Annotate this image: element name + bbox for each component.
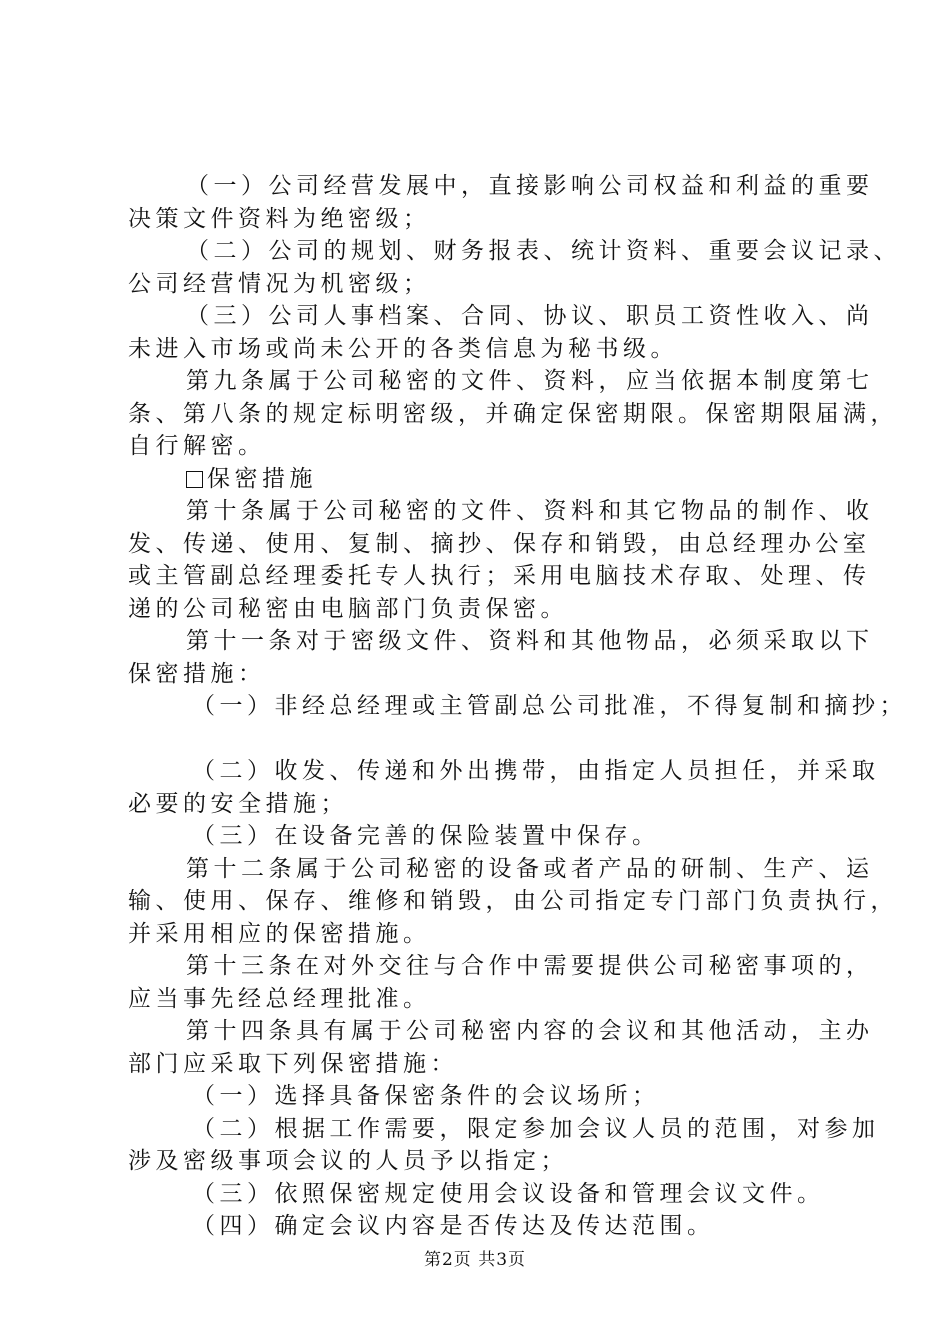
text-line: 第十一条对于密级文件、资料和其他物品，必须采取以下 (186, 628, 874, 654)
text-line: 未进入市场或尚未公开的各类信息为秘书级。 (128, 335, 678, 362)
blank-line (128, 723, 840, 756)
text-line: （二）根据工作需要，限定参加会议人员的范围，对参加 (192, 1115, 880, 1142)
text-line: 部门应采取下列保密措施： (128, 1050, 458, 1077)
text-line: 自行解密。 (128, 433, 266, 459)
text-line: 输、使用、保存、维修和销毁，由公司指定专门部门负责执行， (128, 888, 898, 914)
text-line: （二）公司的规划、财务报表、统计资料、重要会议记录、 (186, 238, 901, 264)
text-line: 第十四条具有属于公司秘密内容的会议和其他活动，主办 (186, 1018, 874, 1044)
text-line: （三）公司人事档案、合同、协议、职员工资性收入、尚 (186, 303, 874, 329)
text-line: 第十条属于公司秘密的文件、资料和其它物品的制作、收 (186, 498, 874, 524)
text-line: （三）依照保密规定使用会议设备和管理会议文件。 (192, 1180, 825, 1207)
page-footer (0, 1245, 950, 1270)
text-line: 涉及密级事项会议的人员予以指定； (128, 1148, 568, 1174)
text-line: （一）公司经营发展中，直接影响公司权益和利益的重要 (186, 173, 874, 199)
text-line: 第十三条在对外交往与合作中需要提供公司秘密事项的， (186, 953, 874, 979)
text-line: 条、第八条的规定标明密级，并确定保密期限。保密期限届满， (128, 400, 898, 427)
text-line: （二）收发、传递和外出携带，由指定人员担任，并采取 (192, 758, 880, 784)
text-line: （一）非经总经理或主管副总公司批准，不得复制和摘抄； (192, 693, 907, 719)
section-heading (128, 463, 840, 496)
text-line: 或主管副总经理委托专人执行；采用电脑技术存取、处理、传 (128, 563, 871, 589)
text-line: 发、传递、使用、复制、摘抄、保存和销毁，由总经理办公室 (128, 530, 871, 557)
text-line: （四）确定会议内容是否传达及传达范围。 (192, 1213, 715, 1239)
text-line: 递的公司秘密由电脑部门负责保密。 (128, 595, 568, 622)
checkbox-glyph-icon (186, 471, 203, 488)
text-line: （一）选择具备保密条件的会议场所； (192, 1083, 660, 1109)
text-line: 应当事先经总经理批准。 (128, 985, 431, 1012)
page-number-label: 第2页 共3页 (423, 1250, 527, 1270)
text-line: 公司经营情况为机密级； (128, 270, 431, 297)
text-line: 必要的安全措施； (128, 790, 348, 817)
text-line: 第十二条属于公司秘密的设备或者产品的研制、生产、运 (186, 855, 874, 882)
section-heading-label: 保密措施 (207, 465, 317, 492)
text-line: 并采用相应的保密措施。 (128, 920, 431, 947)
text-line: 第九条属于公司秘密的文件、资料，应当依据本制度第七 (186, 368, 874, 394)
text-line: 保密措施： (128, 660, 266, 687)
document-body (128, 170, 907, 1243)
text-line: （三）在设备完善的保险装置中保存。 (192, 823, 660, 849)
text-line: 决策文件资料为绝密级； (128, 205, 431, 232)
